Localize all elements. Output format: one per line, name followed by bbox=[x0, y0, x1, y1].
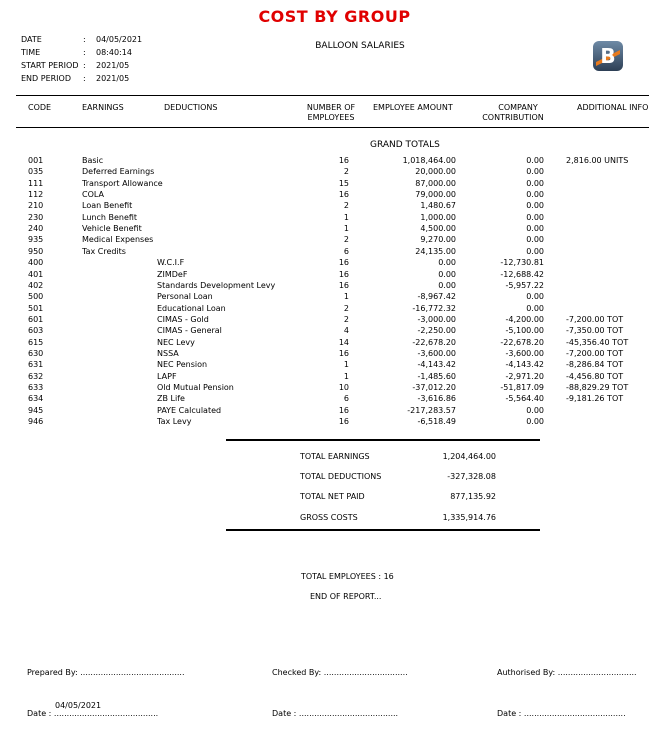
row-employee-amount: 0.00 bbox=[438, 280, 456, 290]
col-header-earnings: EARNINGS bbox=[82, 103, 124, 112]
table-row bbox=[0, 372, 669, 383]
row-deduction: LAPF bbox=[157, 371, 177, 381]
total-net-paid-value: 877,135.92 bbox=[450, 492, 496, 501]
table-row bbox=[0, 281, 669, 292]
table-row bbox=[0, 394, 669, 405]
total-earnings-label: TOTAL EARNINGS bbox=[300, 452, 370, 461]
row-earning: Lunch Benefit bbox=[82, 212, 138, 222]
col-header-employee-amount: EMPLOYEE AMOUNT bbox=[373, 103, 453, 112]
row-company-contribution: -2,971.20 bbox=[505, 371, 544, 381]
row-employee-amount: 1,000.00 bbox=[420, 212, 456, 222]
row-code: 111 bbox=[28, 178, 44, 188]
table-row bbox=[0, 406, 669, 417]
meta-value-date: 04/05/2021 bbox=[96, 35, 143, 44]
row-employee-amount: -22,678.20 bbox=[412, 337, 456, 347]
row-company-contribution: 0.00 bbox=[526, 303, 544, 313]
row-code: 632 bbox=[28, 371, 44, 381]
grand-totals-label: GRAND TOTALS bbox=[370, 140, 440, 150]
row-additional-info: -9,181.26 TOT bbox=[566, 394, 624, 404]
row-company-contribution: -22,678.20 bbox=[500, 337, 544, 347]
report-title: COST BY GROUP bbox=[258, 7, 411, 26]
row-additional-info: -8,286.84 TOT bbox=[566, 360, 624, 370]
row-code: 210 bbox=[28, 201, 44, 211]
row-company-contribution: -4,143.42 bbox=[505, 360, 544, 370]
table-row bbox=[0, 338, 669, 349]
row-employee-amount: 1,480.67 bbox=[420, 201, 456, 211]
header-bottom-rule bbox=[16, 127, 649, 128]
table-row bbox=[0, 270, 669, 281]
row-num-employees: 2 bbox=[343, 201, 349, 211]
prepared-by-line: Prepared By: ......................................... bbox=[27, 668, 185, 677]
row-company-contribution: 0.00 bbox=[526, 246, 544, 256]
meta-label-start-period: START PERIOD bbox=[21, 61, 79, 70]
row-num-employees: 2 bbox=[343, 235, 349, 245]
total-deductions-value: -327,328.08 bbox=[447, 472, 496, 481]
row-num-employees: 2 bbox=[343, 303, 349, 313]
row-code: 035 bbox=[28, 167, 44, 177]
row-num-employees: 1 bbox=[343, 371, 349, 381]
row-additional-info: -7,200.00 TOT bbox=[566, 314, 624, 324]
row-company-contribution: -5,957.22 bbox=[505, 280, 544, 290]
col-header-company-1: COMPANY bbox=[498, 103, 538, 112]
table-row bbox=[0, 304, 669, 315]
row-additional-info: -45,356.40 TOT bbox=[566, 337, 629, 347]
row-deduction: Standards Development Levy bbox=[157, 280, 276, 290]
row-num-employees: 1 bbox=[343, 360, 349, 370]
prepared-date-line: Date : ......................................... bbox=[27, 709, 159, 718]
col-header-num-employees-1: NUMBER OF bbox=[306, 103, 356, 112]
row-code: 400 bbox=[28, 258, 44, 268]
row-code: 935 bbox=[28, 235, 44, 245]
row-deduction: NSSA bbox=[157, 348, 179, 358]
col-header-deductions: DEDUCTIONS bbox=[164, 103, 218, 112]
row-num-employees: 6 bbox=[343, 246, 349, 256]
row-code: 401 bbox=[28, 269, 44, 279]
row-num-employees: 16 bbox=[338, 269, 349, 279]
row-code: 603 bbox=[28, 326, 44, 336]
row-employee-amount: -3,616.86 bbox=[417, 394, 456, 404]
row-earning: Basic bbox=[82, 156, 104, 165]
row-num-employees: 16 bbox=[338, 280, 349, 290]
row-deduction: Tax Levy bbox=[157, 417, 192, 427]
row-company-contribution: 0.00 bbox=[526, 212, 544, 222]
row-company-contribution: -4,200.00 bbox=[505, 314, 544, 324]
row-company-contribution: -51,817.09 bbox=[500, 383, 544, 392]
row-code: 501 bbox=[28, 303, 44, 313]
row-num-employees: 15 bbox=[338, 178, 349, 188]
checked-date-line: Date : ....................................... bbox=[272, 709, 399, 718]
row-employee-amount: -8,967.42 bbox=[417, 292, 456, 302]
row-additional-info: 2,816.00 UNITS bbox=[566, 156, 629, 165]
row-deduction: Personal Loan bbox=[157, 292, 213, 302]
table-row bbox=[0, 156, 669, 167]
table-row bbox=[0, 292, 669, 303]
total-employees: TOTAL EMPLOYEES : 16 bbox=[301, 572, 394, 581]
col-header-num-employees-2: EMPLOYEES bbox=[307, 113, 355, 122]
table-row bbox=[0, 417, 669, 428]
gross-costs-value: 1,335,914.76 bbox=[442, 513, 496, 522]
row-additional-info: -7,350.00 TOT bbox=[566, 326, 624, 336]
row-company-contribution: 0.00 bbox=[526, 178, 544, 188]
row-employee-amount: -37,012.20 bbox=[412, 383, 456, 392]
logo-letter: B bbox=[600, 44, 616, 68]
table-row bbox=[0, 349, 669, 360]
row-company-contribution: 0.00 bbox=[526, 405, 544, 415]
total-earnings-value: 1,204,464.00 bbox=[442, 452, 496, 461]
meta-value-time: 08:40:14 bbox=[96, 48, 132, 57]
row-deduction: ZIMDeF bbox=[157, 269, 188, 279]
row-earning: Loan Benefit bbox=[82, 201, 133, 211]
row-num-employees: 6 bbox=[343, 394, 349, 404]
row-code: 402 bbox=[28, 280, 44, 290]
row-num-employees: 16 bbox=[338, 417, 349, 427]
row-earning: Vehicle Benefit bbox=[82, 224, 142, 234]
row-employee-amount: -4,143.42 bbox=[417, 360, 456, 370]
row-num-employees: 2 bbox=[343, 314, 349, 324]
row-deduction: Old Mutual Pension bbox=[157, 383, 234, 392]
row-employee-amount: -16,772.32 bbox=[412, 303, 456, 313]
meta-colon: : bbox=[83, 35, 86, 44]
col-header-additional-info: ADDITIONAL INFO bbox=[577, 103, 649, 112]
row-employee-amount: -3,600.00 bbox=[417, 348, 456, 358]
row-code: 001 bbox=[28, 156, 44, 165]
row-employee-amount: 20,000.00 bbox=[415, 167, 456, 177]
row-num-employees: 16 bbox=[338, 258, 349, 268]
table-row bbox=[0, 258, 669, 269]
col-header-company-2: CONTRIBUTION bbox=[482, 113, 544, 122]
table-row bbox=[0, 201, 669, 212]
row-company-contribution: 0.00 bbox=[526, 201, 544, 211]
row-employee-amount: -6,518.49 bbox=[417, 417, 456, 427]
meta-colon: : bbox=[83, 61, 86, 70]
row-num-employees: 2 bbox=[343, 167, 349, 177]
row-deduction: CIMAS - Gold bbox=[157, 314, 209, 324]
row-employee-amount: 0.00 bbox=[438, 258, 456, 268]
col-header-code: CODE bbox=[28, 103, 52, 112]
company-logo bbox=[592, 40, 624, 72]
row-code: 601 bbox=[28, 314, 44, 324]
table-row bbox=[0, 247, 669, 258]
row-company-contribution: 0.00 bbox=[526, 235, 544, 245]
row-code: 945 bbox=[28, 405, 44, 415]
row-additional-info: -88,829.29 TOT bbox=[566, 383, 629, 392]
row-earning: COLA bbox=[82, 190, 104, 200]
table-row bbox=[0, 179, 669, 190]
meta-value-start-period: 2021/05 bbox=[96, 61, 130, 70]
row-company-contribution: -3,600.00 bbox=[505, 348, 544, 358]
table-row bbox=[0, 213, 669, 224]
table-row bbox=[0, 235, 669, 246]
meta-value-end-period: 2021/05 bbox=[96, 74, 130, 83]
meta-label-date: DATE bbox=[21, 35, 42, 44]
table-row bbox=[0, 190, 669, 201]
row-employee-amount: 0.00 bbox=[438, 269, 456, 279]
row-employee-amount: -217,283.57 bbox=[407, 405, 456, 415]
row-employee-amount: 87,000.00 bbox=[415, 178, 456, 188]
row-code: 946 bbox=[28, 417, 44, 427]
row-company-contribution: 0.00 bbox=[526, 224, 544, 234]
row-deduction: Educational Loan bbox=[157, 303, 226, 313]
totals-bottom-rule bbox=[226, 529, 540, 531]
authorised-by-line: Authorised By: ............................... bbox=[497, 668, 637, 677]
row-num-employees: 1 bbox=[343, 292, 349, 302]
row-num-employees: 16 bbox=[338, 348, 349, 358]
row-num-employees: 1 bbox=[343, 212, 349, 222]
row-additional-info: -7,200.00 TOT bbox=[566, 348, 624, 358]
row-additional-info: -4,456.80 TOT bbox=[566, 371, 624, 381]
row-deduction: CIMAS - General bbox=[157, 326, 222, 336]
end-of-report: END OF REPORT... bbox=[310, 592, 382, 601]
row-company-contribution: 0.00 bbox=[526, 167, 544, 177]
row-num-employees: 16 bbox=[338, 405, 349, 415]
row-employee-amount: -3,000.00 bbox=[417, 314, 456, 324]
row-company-contribution: -5,100.00 bbox=[505, 326, 544, 336]
table-row bbox=[0, 383, 669, 394]
row-company-contribution: 0.00 bbox=[526, 417, 544, 427]
row-company-contribution: -12,730.81 bbox=[500, 258, 544, 268]
row-employee-amount: 4,500.00 bbox=[420, 224, 456, 234]
row-earning: Deferred Earnings bbox=[82, 167, 155, 177]
row-code: 631 bbox=[28, 360, 44, 370]
company-name: BALLOON SALARIES bbox=[315, 41, 405, 51]
row-deduction: W.C.I.F bbox=[157, 258, 185, 268]
table-row bbox=[0, 360, 669, 371]
row-code: 500 bbox=[28, 292, 44, 302]
row-company-contribution: 0.00 bbox=[526, 190, 544, 200]
row-company-contribution: 0.00 bbox=[526, 156, 544, 165]
row-employee-amount: 9,270.00 bbox=[420, 235, 456, 245]
row-company-contribution: -12,688.42 bbox=[500, 269, 544, 279]
table-row bbox=[0, 224, 669, 235]
row-num-employees: 14 bbox=[338, 337, 349, 347]
row-code: 950 bbox=[28, 246, 44, 256]
total-deductions-label: TOTAL DEDUCTIONS bbox=[300, 472, 382, 481]
row-code: 230 bbox=[28, 212, 44, 222]
row-code: 634 bbox=[28, 394, 44, 404]
row-code: 112 bbox=[28, 190, 44, 200]
row-code: 240 bbox=[28, 224, 44, 234]
meta-colon: : bbox=[83, 74, 86, 83]
row-num-employees: 16 bbox=[338, 156, 349, 165]
row-company-contribution: -5,564.40 bbox=[505, 394, 544, 404]
row-employee-amount: 24,135.00 bbox=[415, 246, 456, 256]
row-num-employees: 10 bbox=[338, 383, 349, 392]
table-row bbox=[0, 167, 669, 178]
row-employee-amount: 1,018,464.00 bbox=[402, 156, 456, 165]
table-row bbox=[0, 315, 669, 326]
row-deduction: NEC Pension bbox=[157, 360, 208, 370]
checked-by-line: Checked By: ................................. bbox=[272, 668, 408, 677]
row-earning: Medical Expenses bbox=[82, 235, 154, 245]
total-net-paid-label: TOTAL NET PAID bbox=[300, 492, 365, 501]
row-deduction: NEC Levy bbox=[157, 337, 195, 347]
meta-label-time: TIME bbox=[21, 48, 41, 57]
row-employee-amount: 79,000.00 bbox=[415, 190, 456, 200]
row-employee-amount: -1,485.60 bbox=[417, 371, 456, 381]
row-code: 615 bbox=[28, 337, 44, 347]
row-deduction: ZB Life bbox=[157, 394, 185, 404]
header-top-rule bbox=[16, 95, 649, 96]
authorised-date-line: Date : ........................................ bbox=[497, 709, 626, 718]
row-earning: Transport Allowance bbox=[82, 178, 163, 188]
meta-colon: : bbox=[83, 48, 86, 57]
row-code: 630 bbox=[28, 348, 44, 358]
prepared-date-value: 04/05/2021 bbox=[55, 701, 102, 710]
row-deduction: PAYE Calculated bbox=[157, 405, 222, 415]
totals-top-rule bbox=[226, 439, 540, 441]
row-code: 633 bbox=[28, 383, 44, 392]
row-num-employees: 4 bbox=[343, 326, 349, 336]
row-num-employees: 1 bbox=[343, 224, 349, 234]
table-row bbox=[0, 326, 669, 337]
row-num-employees: 16 bbox=[338, 190, 349, 200]
meta-label-end-period: END PERIOD bbox=[21, 74, 71, 83]
row-company-contribution: 0.00 bbox=[526, 292, 544, 302]
row-employee-amount: -2,250.00 bbox=[417, 326, 456, 336]
gross-costs-label: GROSS COSTS bbox=[300, 513, 358, 522]
row-earning: Tax Credits bbox=[82, 246, 126, 256]
